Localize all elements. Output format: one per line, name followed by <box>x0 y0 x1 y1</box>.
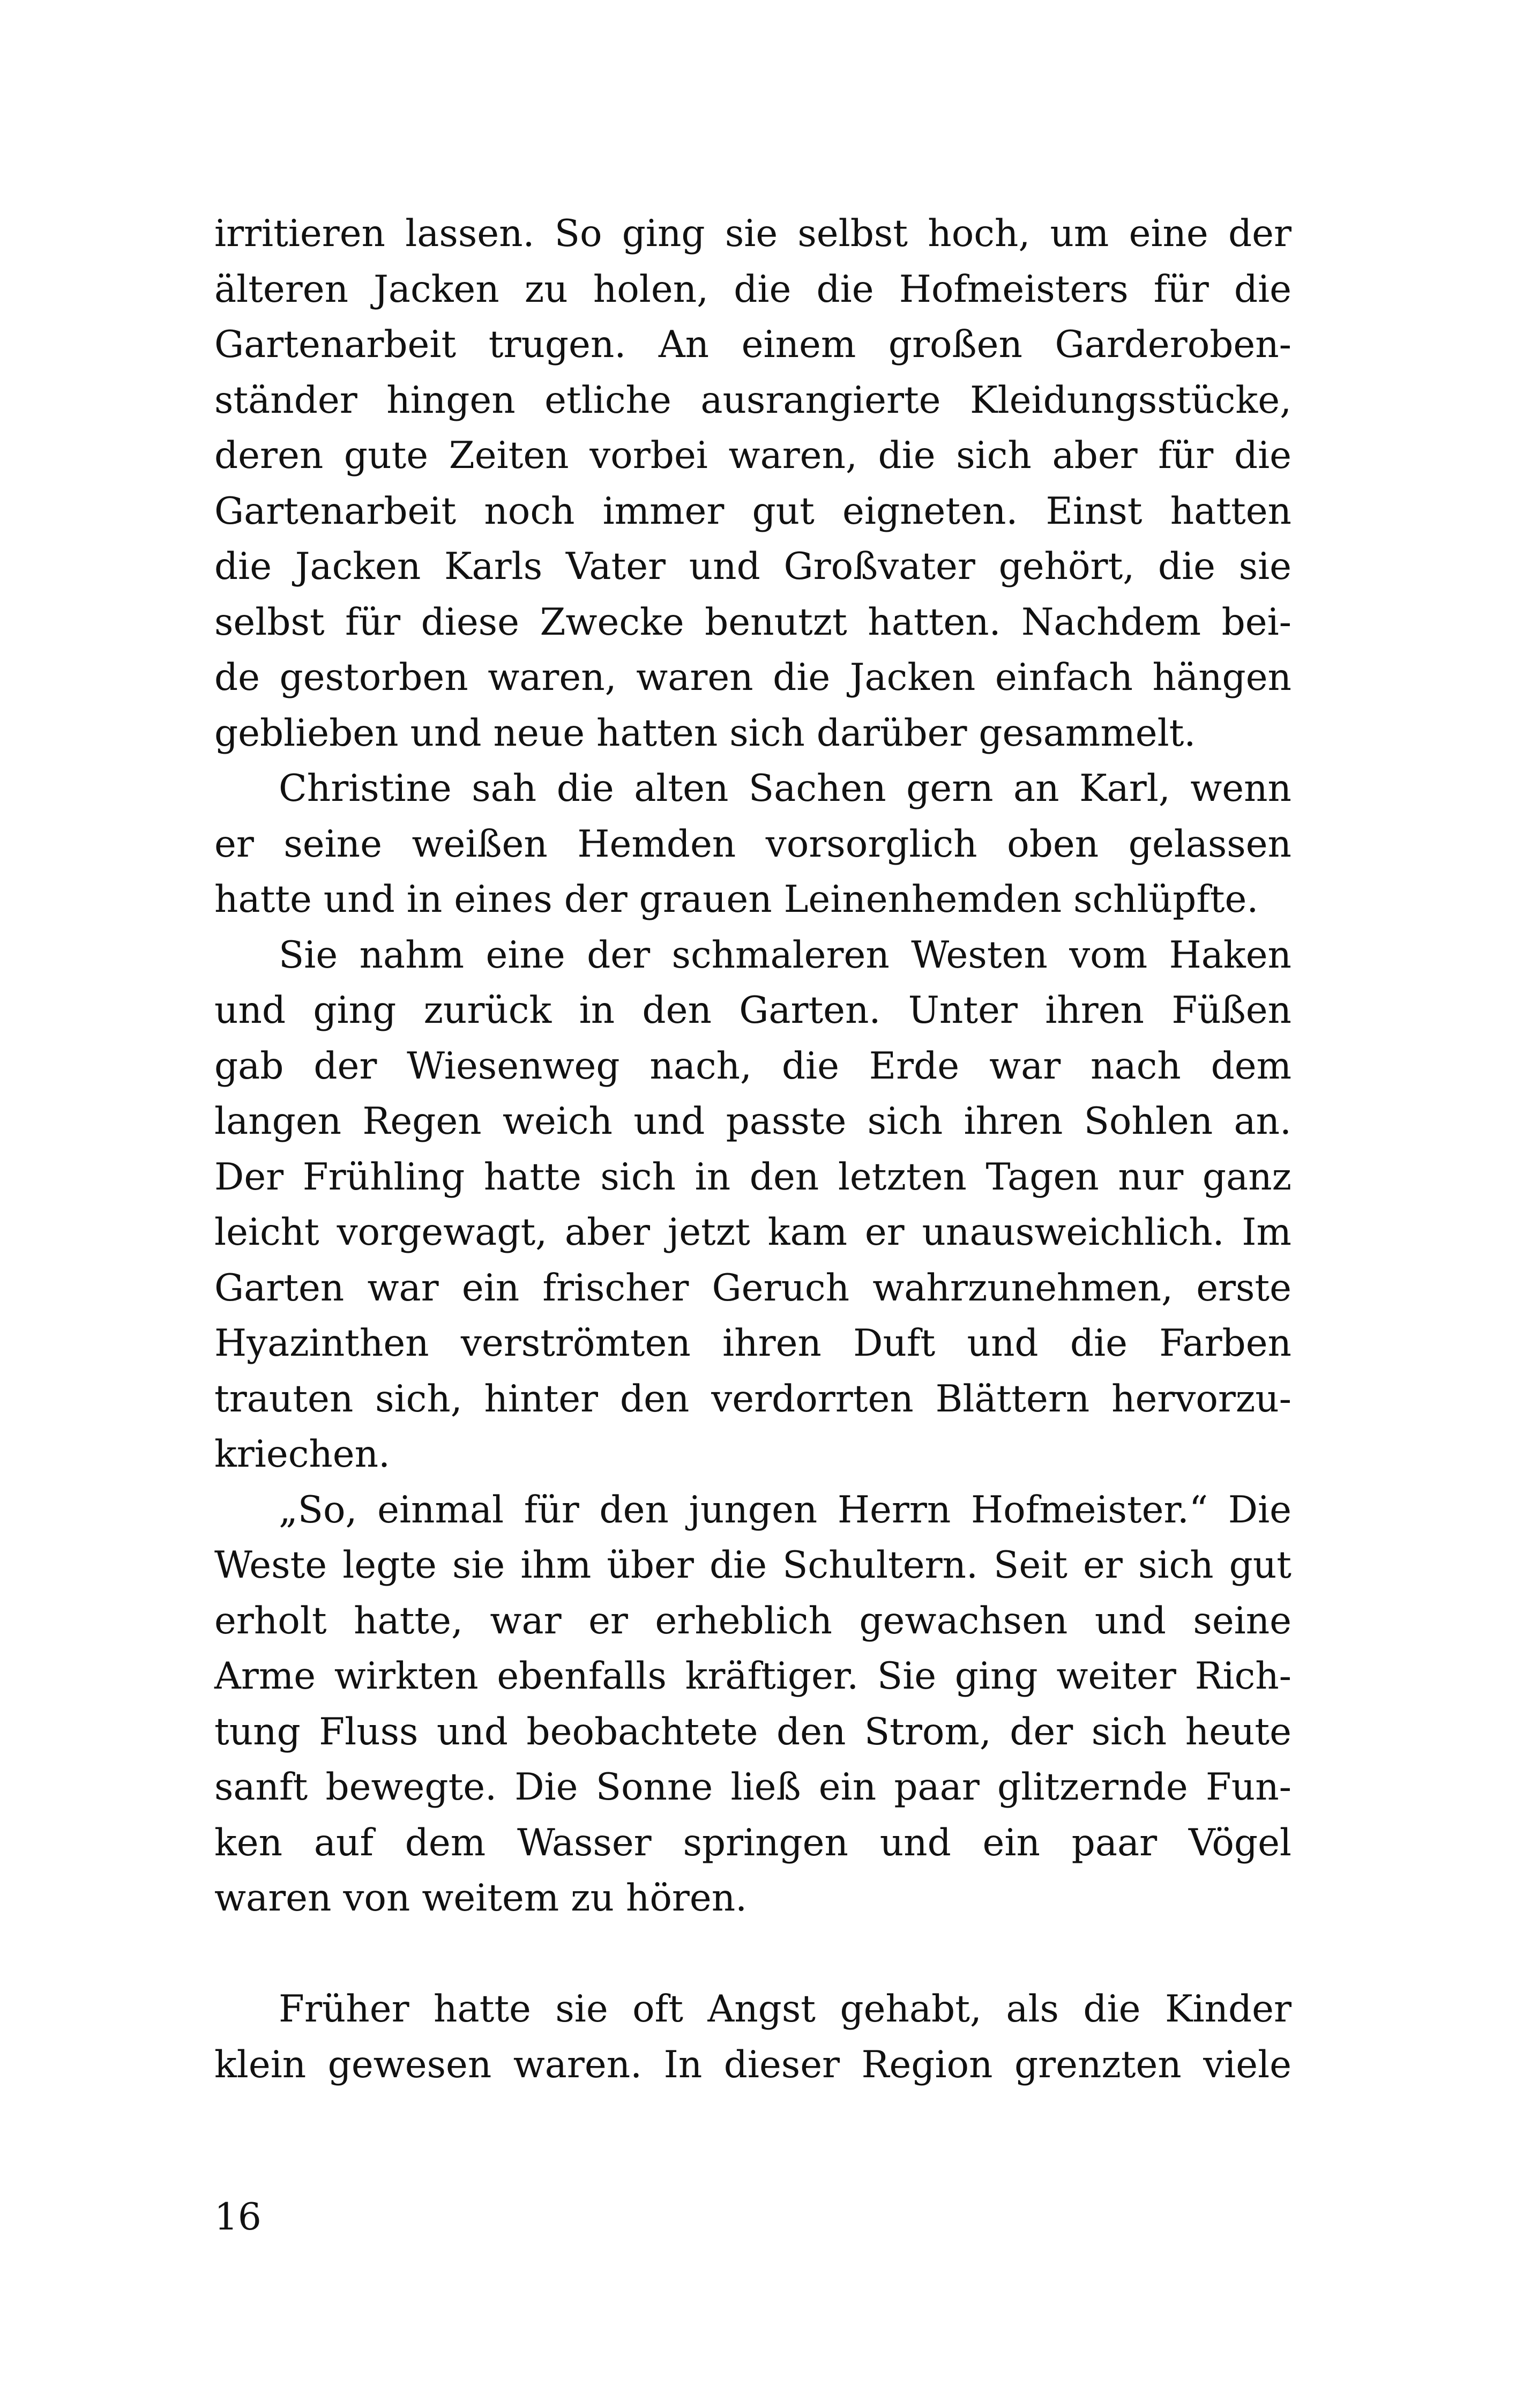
text-line: Weste legte sie ihm über die Schultern. Seit er sich gut <box>214 1544 1291 1587</box>
paragraph-1 <box>214 206 1291 761</box>
text-line: ken auf dem Wasser springen und ein paar Vögel <box>214 1821 1291 1864</box>
text-line: gab der Wiesenweg nach, die Erde war nach dem <box>214 1044 1291 1088</box>
text-line: waren von weitem zu hören. <box>214 1877 748 1920</box>
text-line: Sie nahm eine der schmaleren Westen vom Haken <box>279 933 1291 977</box>
text-line: Christine sah die alten Sachen gern an Karl, wenn <box>279 767 1291 810</box>
text-line: deren gute Zeiten vorbei waren, die sich aber für die <box>214 434 1291 477</box>
page-number: 16 <box>214 2196 262 2239</box>
text-line: leicht vorgewagt, aber jetzt kam er unausweichlich. Im <box>214 1211 1291 1254</box>
text-line: ständer hingen etliche ausrangierte Kleidungsstücke, <box>214 378 1291 422</box>
text-line: trauten sich, hinter den verdorrten Blättern hervorzu- <box>214 1377 1291 1421</box>
text-line: er seine weißen Hemden vorsorglich oben gelassen <box>214 822 1291 866</box>
text-line: die Jacken Karls Vater und Großvater gehört, die sie <box>214 545 1291 588</box>
text-line: erholt hatte, war er erheblich gewachsen und seine <box>214 1599 1291 1643</box>
paragraph-3 <box>214 928 1291 1483</box>
paragraph-2 <box>214 761 1291 928</box>
text-line: Garten war ein frischer Geruch wahrzunehmen, erste <box>214 1266 1291 1310</box>
text-line: „So, einmal für den jungen Herrn Hofmeister.“ Die <box>279 1488 1291 1532</box>
text-line: klein gewesen waren. In dieser Region grenzten viele <box>214 2043 1291 2086</box>
text-line: Der Frühling hatte sich in den letzten Tagen nur ganz <box>214 1155 1291 1199</box>
text-line: hatte und in eines der grauen Leinenhemden schlüpfte. <box>214 878 1259 921</box>
text-line: de gestorben waren, waren die Jacken einfach hängen <box>214 656 1291 699</box>
text-line: tung Fluss und beobachtete den Strom, der sich heute <box>214 1710 1291 1753</box>
text-line: Gartenarbeit noch immer gut eigneten. Einst hatten <box>214 489 1291 533</box>
text-line: selbst für diese Zwecke benutzt hatten. Nachdem bei- <box>214 600 1291 644</box>
text-line: geblieben und neue hatten sich darüber gesammelt. <box>214 711 1196 755</box>
text-line: Gartenarbeit trugen. An einem großen Garderoben- <box>214 323 1291 366</box>
text-line: sanft bewegte. Die Sonne ließ ein paar glitzernde Fun- <box>214 1766 1291 1809</box>
text-line: Arme wirkten ebenfalls kräftiger. Sie ging weiter Rich- <box>214 1655 1291 1698</box>
text-line: kriechen. <box>214 1433 390 1476</box>
text-line: Früher hatte sie oft Angst gehabt, als die Kinder <box>279 1988 1291 2031</box>
text-line: irritieren lassen. So ging sie selbst hoch, um eine der <box>214 212 1291 255</box>
body-text <box>214 206 1291 2093</box>
text-line: Hyazinthen verströmten ihren Duft und die Farben <box>214 1322 1291 1365</box>
paragraph-4 <box>214 1483 1291 1927</box>
text-line: und ging zurück in den Garten. Unter ihren Füßen <box>214 989 1291 1032</box>
paragraph-5 <box>214 1982 1291 2093</box>
text-line: älteren Jacken zu holen, die die Hofmeisters für die <box>214 267 1291 311</box>
section-break <box>214 1927 1291 1982</box>
text-line: langen Regen weich und passte sich ihren Sohlen an. <box>214 1100 1291 1143</box>
